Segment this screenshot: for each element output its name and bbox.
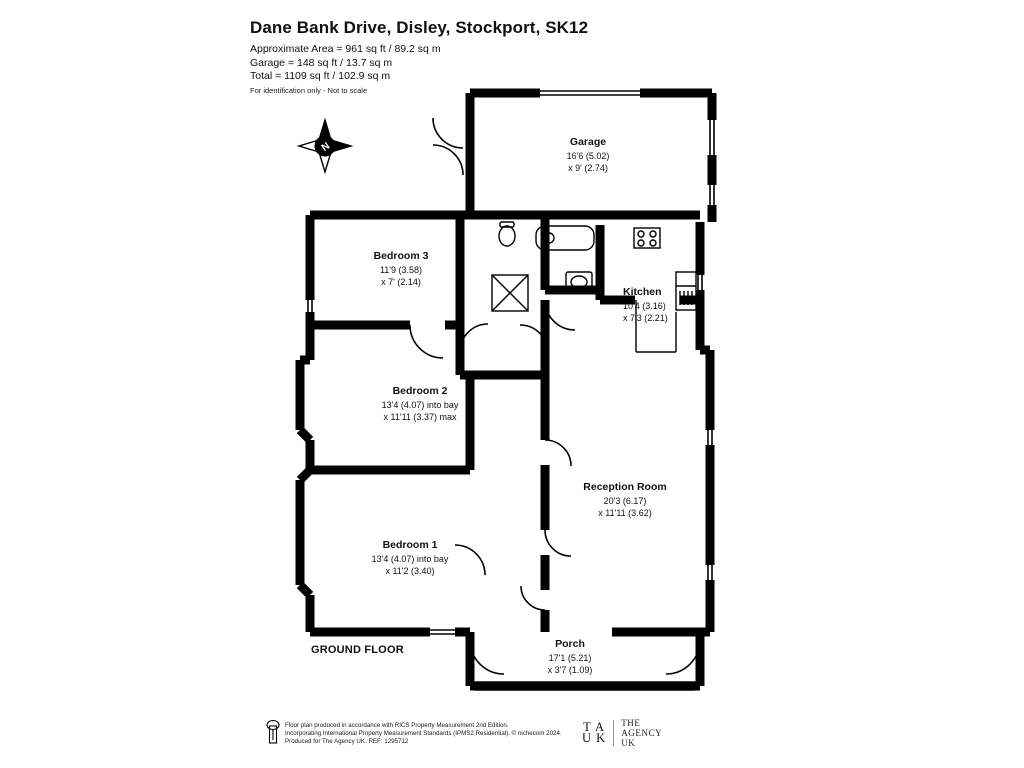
compass-icon — [299, 120, 351, 172]
footer-line-1: Floor plan produced in accordance with RICS Property Measurement 2nd Edition. — [285, 722, 509, 729]
approx-area-line: Approximate Area = 961 sq ft / 89.2 sq m — [250, 43, 441, 55]
room-name: Porch — [555, 638, 585, 650]
room-dim-1: 13'4 (4.07) into bay — [371, 553, 449, 564]
brand-tauk — [582, 722, 606, 744]
room-dim-2: x 11'11 (3.62) — [598, 508, 652, 518]
garage-area-line: Garage = 148 sq ft / 13.7 sq m — [250, 56, 393, 69]
brand-agency-line-3: UK — [621, 738, 636, 748]
room-label-reception-room — [550, 481, 700, 520]
room-name: Garage — [569, 136, 607, 148]
room-dim-1: 11'9 (3.58) — [379, 264, 423, 275]
brand-tauk-top: T A — [583, 720, 606, 734]
wc-fixture — [499, 222, 515, 246]
room-name: Bedroom 2 — [392, 385, 448, 397]
room-name: Bedroom 3 — [373, 250, 429, 262]
room-label-garage — [543, 136, 633, 175]
brand-agency-line-1: THE — [621, 718, 641, 728]
room-dim-2: x 7' (2.14) — [381, 277, 421, 287]
footer-line-2: Incorporating International Property Measurement Standards (IPMS2 Residential). © nichecom 2024. — [285, 730, 562, 738]
hob-fixture — [634, 228, 660, 248]
room-name: Reception Room — [583, 481, 667, 493]
room-dim-1: 16'6 (5.02) — [566, 150, 610, 161]
room-dim-1: 10'4 (3.16) — [623, 300, 666, 311]
disclaimer-text: For identification only - Not to scale — [250, 86, 368, 95]
shower-fixture — [492, 275, 528, 311]
brand-logo — [582, 718, 662, 748]
room-dim-2: x 3'7 (1.09) — [547, 665, 593, 675]
room-label-bedroom-1 — [320, 539, 500, 578]
info-icon — [265, 720, 281, 746]
floor-title: GROUND FLOOR — [311, 644, 404, 656]
room-name: Kitchen — [623, 286, 662, 298]
brand-agency-line-2: AGENCY — [621, 728, 663, 738]
room-label-kitchen — [623, 286, 703, 325]
footer-line-3: Produced for The Agency UK. REF: 1295712 — [285, 738, 409, 746]
room-dim-2: x 9' (2.74) — [568, 163, 608, 173]
room-label-porch — [520, 638, 620, 677]
room-label-bedroom-3 — [355, 250, 447, 289]
room-dim-1: 20'3 (6.17) — [603, 495, 647, 506]
room-label-bedroom-2 — [330, 385, 510, 424]
room-dim-2: x 11'2 (3.40) — [385, 566, 435, 576]
room-name: Bedroom 1 — [382, 539, 438, 551]
total-area-line: Total = 1109 sq ft / 102.9 sq m — [250, 70, 391, 82]
room-dim-2: x 7'3 (2.21) — [623, 313, 668, 323]
brand-agency — [621, 718, 662, 748]
footer-legal-text — [285, 722, 562, 747]
room-dim-1: 13'4 (4.07) into bay — [381, 399, 459, 410]
page-title: Dane Bank Drive, Disley, Stockport, SK12 — [250, 18, 589, 37]
room-dim-2: x 11'11 (3.37) max — [383, 412, 457, 422]
room-dim-1: 17'1 (5.21) — [548, 652, 592, 663]
svg-text:N: N — [319, 140, 332, 154]
brand-divider — [613, 720, 614, 746]
brand-tauk-bottom: U K — [582, 731, 607, 745]
